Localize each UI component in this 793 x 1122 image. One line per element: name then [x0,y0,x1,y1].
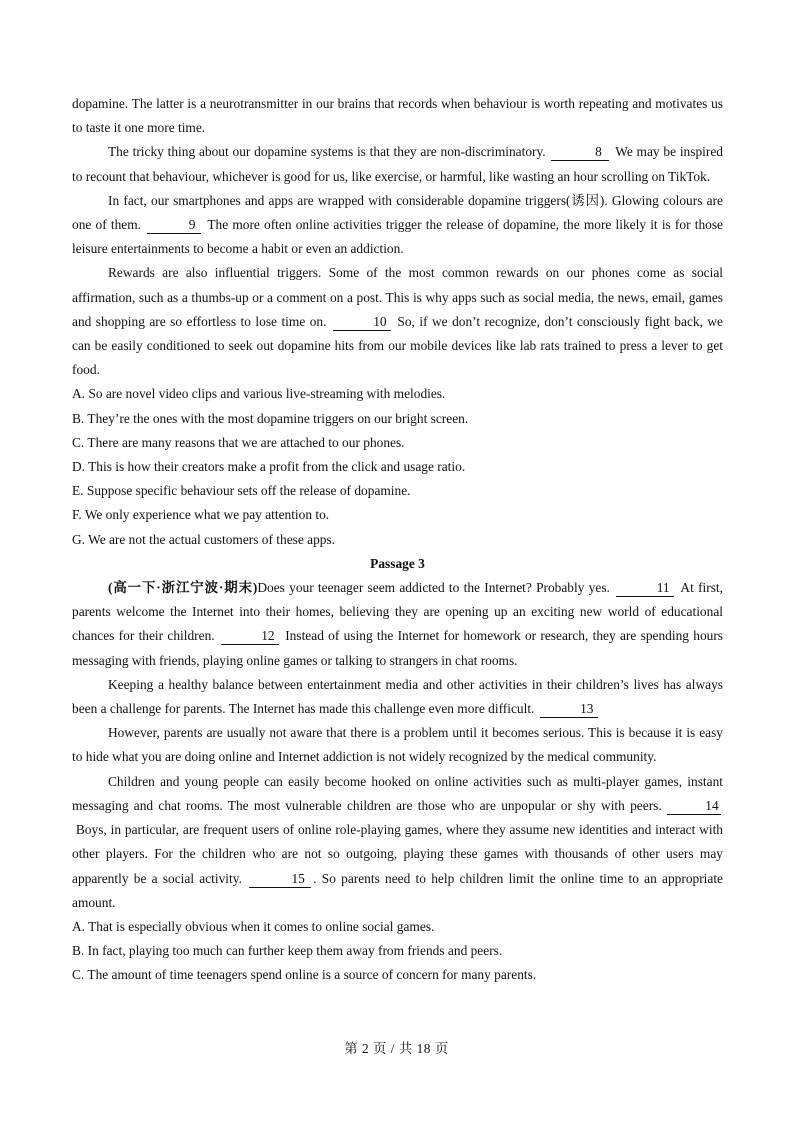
paragraph-tricky-thing [72,140,723,188]
paragraph-text: The tricky thing about our dopamine systems is that they are non-discriminatory. [108,144,546,160]
option-e: E. Suppose specific behaviour sets off the release of dopamine. [72,483,411,499]
options-list-passage-3 [72,915,723,988]
option-c: C. There are many reasons that we are attached to our phones. [72,434,405,450]
paragraph-text: Instead of using the Internet for homework or research, they are spending hours messaging with friends, playing online games or talking to strangers in chat rooms. [72,628,724,668]
paragraph-text: Rewards are also influential triggers. Some of the most common rewards on our phones come as social affirmation, such as a thumbs-up or a comment on a post. This is why apps such as social media, the news, email, games and shopping are so effortless to lose time on. [72,265,723,329]
paragraph-text: Children and young people can easily become hooked on online activities such as multi-player games, instant messaging and chat rooms. The most vulnerable children are those who are unpopular or shy with peers. [72,773,723,813]
paragraph-awareness: However, parents are usually not aware that there is a problem until it becomes serious. This is because it is easy to hide what you are doing online and Internet addiction is not widely recognized by the medical community. [72,725,723,765]
paragraph-triggers [72,189,723,262]
answer-blank-9[interactable]: 9 [147,217,201,234]
answer-blank-14[interactable]: 14 [667,798,721,815]
option-b: B. They’re the ones with the most dopamine triggers on our bright screen. [72,410,469,426]
answer-blank-13[interactable]: 13 [540,701,598,718]
paragraph-text: Keeping a healthy balance between entertainment media and other activities in their children’s lives has always been a challenge for parents. The Internet has made this challenge even more difficult. [72,676,723,717]
option-d: D. This is how their creators make a profit from the click and usage ratio. [72,459,466,475]
option-g: G. We are not the actual customers of these apps. [72,531,336,547]
option-a: A. That is especially obvious when it comes to online social games. [72,918,435,934]
paragraph-text: . So parents need to help children limit the online time to an appropriate amount. [72,870,723,910]
paragraph-text: The more often online activities trigger the release of dopamine, the more likely it is for those leisure entertainments to become a habit or even an addiction. [72,217,723,257]
paragraph-text: In fact, our smartphones and apps are wrapped with considerable dopamine triggers(诱因). Glowing colours are one of them. [72,192,723,233]
document-page [72,92,723,988]
answer-blank-12[interactable]: 12 [221,628,279,645]
option-c: C. The amount of time teenagers spend online is a source of concern for many parents. [72,967,537,983]
paragraph-text: We may be inspired to recount that behaviour, whichever is good for us, like exercise, or harmful, like wasting an hour scrolling on TikTok. [72,144,723,184]
paragraph-balance [72,673,723,721]
paragraph-text: At first, parents welcome the Internet into their homes, believing they are opening up an exciting new world of educational chances for their children. [72,580,723,644]
passage-title: Passage 3 [370,555,425,571]
paragraph-text: So, if we don’t recognize, don’t consciously fight back, we can be easily conditioned to seek out dopamine hits from our mobile devices like lab rats trained to press a lever to get food. [72,313,723,378]
paragraph-continuation: dopamine. The latter is a neurotransmitter in our brains that records when behaviour is worth repeating and motivates us to taste it one more time. [72,96,723,136]
paragraph-vulnerable [72,770,723,915]
paragraph-intro [72,576,723,673]
answer-blank-15[interactable]: 15 [249,871,311,888]
option-f: F. We only experience what we pay attention to. [72,507,330,523]
option-b: B. In fact, playing too much can further keep them away from friends and peers. [72,943,503,959]
option-a: A. So are novel video clips and various live-streaming with melodies. [72,386,446,402]
answer-blank-11[interactable]: 11 [616,580,674,597]
answer-blank-8[interactable]: 8 [551,144,609,161]
answer-blank-10[interactable]: 10 [333,314,391,331]
paragraph-rewards [72,261,723,382]
options-list-passage-2 [72,382,723,551]
paragraph-text: Boys, in particular, are frequent users of online role-playing games, where they assume new identities and interact with other players. For the children who are not so outgoing, playing these games with thousands of other users may apparently be a social activity. [72,822,723,886]
source-tag: (高一下·浙江宁波·期末) [108,580,258,596]
paragraph-text: Does your teenager seem addicted to the Internet? Probably yes. [257,580,610,596]
page-footer: 第 2 页 / 共 18 页 [344,1041,449,1056]
